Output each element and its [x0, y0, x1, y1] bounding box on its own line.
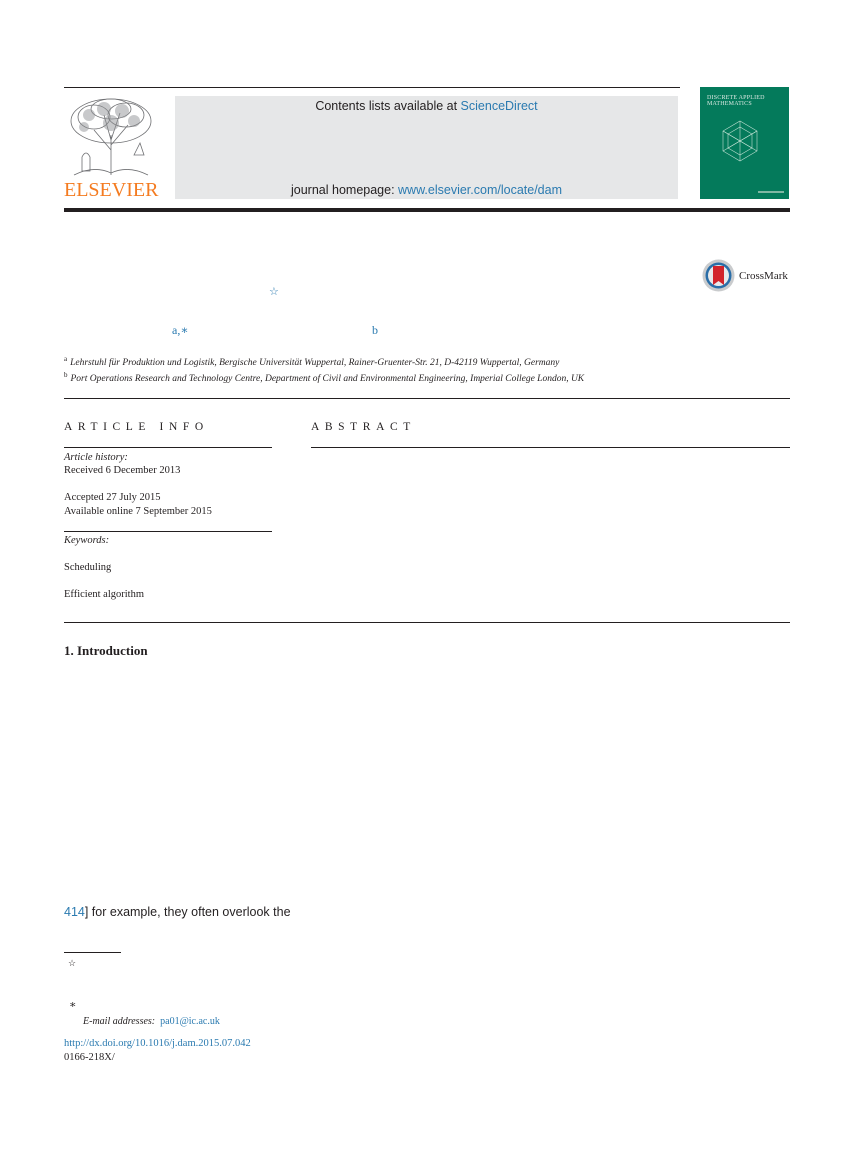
doi-link[interactable]: http://dx.doi.org/10.1016/j.dam.2015.07.042	[64, 1038, 251, 1049]
article-history-label: Article history:	[64, 452, 128, 463]
reference-link[interactable]: 414	[64, 905, 85, 919]
author-affiliation-link-a[interactable]: a,∗	[172, 323, 189, 337]
journal-homepage-line	[175, 183, 678, 197]
elsevier-tree-icon	[64, 95, 158, 177]
affiliation-b	[64, 371, 584, 384]
article-info-heading: ARTICLE INFO	[64, 421, 209, 433]
introduction-heading: 1. Introduction	[64, 643, 148, 658]
received-date: Received 6 December 2013	[64, 465, 181, 476]
keywords-rule	[64, 531, 272, 532]
journal-homepage-link[interactable]: www.elsevier.com/locate/dam	[398, 183, 562, 197]
header-top-rule	[64, 87, 680, 88]
elsevier-logo[interactable]	[64, 95, 158, 199]
journal-cover-thumbnail[interactable]	[700, 87, 789, 199]
accepted-date: Accepted 27 July 2015	[64, 492, 161, 503]
body-text-fragment	[64, 905, 291, 919]
abstract-rule	[311, 447, 790, 448]
footnote-rule	[64, 952, 121, 953]
crossmark-badge[interactable]	[702, 259, 792, 294]
keywords-label: Keywords:	[64, 535, 110, 546]
keyword-item: Efficient algorithm	[64, 589, 144, 600]
email-link[interactable]: pa01@ic.ac.uk	[160, 1016, 220, 1027]
title-footnote-star-link[interactable]: ☆	[269, 286, 279, 298]
email-label: E-mail addresses:	[83, 1016, 156, 1027]
section-rule-bottom	[64, 622, 790, 623]
affiliation-b-marker: b	[64, 371, 68, 379]
keyword-item: Scheduling	[64, 562, 112, 573]
sciencedirect-link[interactable]: ScienceDirect	[460, 99, 538, 113]
cover-title: DISCRETE APPLIED MATHEMATICS	[707, 95, 765, 108]
crossmark-icon	[702, 259, 735, 292]
contents-line	[175, 99, 678, 113]
body-text-fragment-text: ] for example, they often overlook the	[84, 905, 291, 919]
corresponding-author-marker: ∗	[69, 999, 77, 1011]
abstract-heading: ABSTRACT	[311, 421, 416, 433]
journal-header-box	[175, 96, 678, 199]
affiliation-a-text: Lehrstuhl für Produktion und Logistik, Bergische Universität Wuppertal, Rainer-Gruenter-Str. 21, D-42119 Wuppertal, Germany	[70, 358, 560, 369]
homepage-prefix: journal homepage:	[291, 183, 399, 197]
article-info-rule	[64, 447, 272, 448]
affiliation-b-text: Port Operations Research and Technology Centre, Department of Civil and Environmental Engineering, Imperial College London, UK	[70, 374, 585, 385]
contents-prefix: Contents lists available at	[315, 99, 461, 113]
cover-polygon-graphic	[718, 119, 762, 163]
available-online-date: Available online 7 September 2015	[64, 506, 212, 517]
issn-line: 0166-218X/	[64, 1052, 115, 1063]
footnote-star-marker: ☆	[68, 958, 77, 968]
elsevier-wordmark: ELSEVIER	[64, 179, 159, 201]
cover-footer-mark	[758, 191, 784, 193]
section-rule-top	[64, 398, 790, 399]
crossmark-label: CrossMark	[739, 270, 788, 282]
affiliation-a-marker: a	[64, 355, 68, 363]
email-line	[83, 1016, 220, 1027]
header-thick-rule	[64, 208, 790, 212]
affiliation-a	[64, 355, 559, 368]
author-affiliation-link-b[interactable]: b	[372, 323, 378, 337]
